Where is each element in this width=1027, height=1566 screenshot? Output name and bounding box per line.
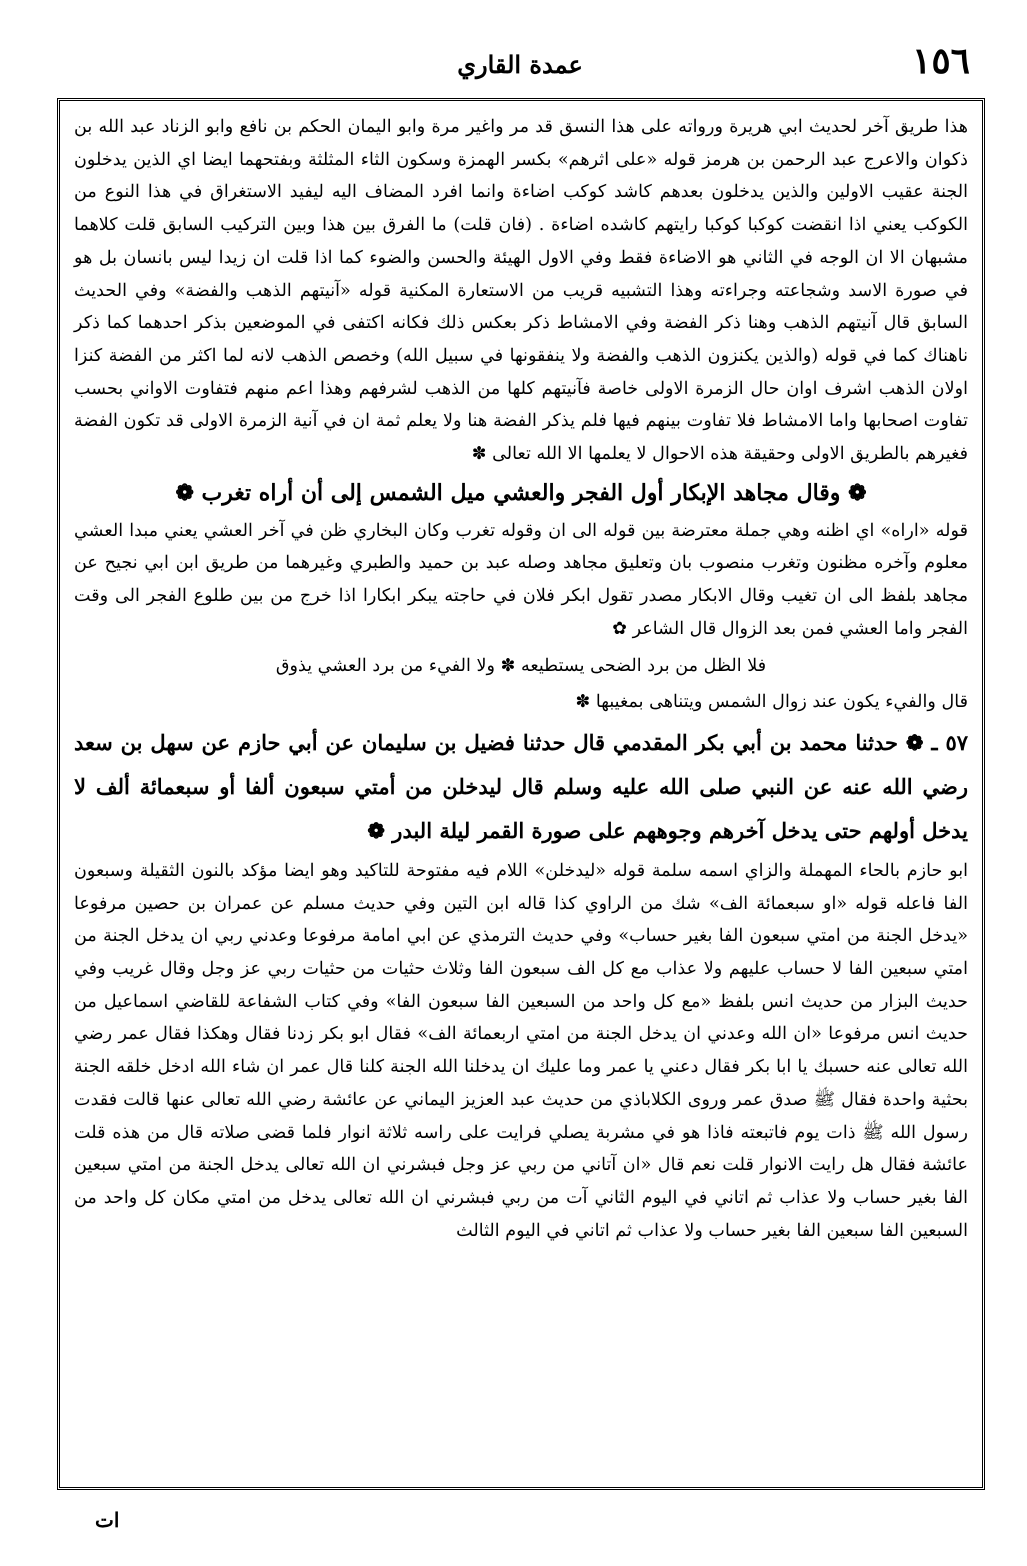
section-heading: ❁ وقال مجاهد الإبكار أول الفجر والعشي ميل الشمس إلى أن أراه تغرب ❁: [175, 479, 867, 506]
text-frame: [57, 98, 985, 1490]
commentary-paragraph-1: هذا طريق آخر لحديث ابي هريرة ورواته على هذا النسق قد مر واغير مرة وابو اليمان الحكم بن نافع وابو الزناد عبد الله بن ذكوان والاعرج عبد الرحمن بن هرمز قوله «على اثرهم» بكسر الهمزة وسكون الثاء المثلثة وبفتحهما ايضا اي الذين يدخلون الجنة عقيب الاولين والذين يدخلون بعدهم كاشد كوكب اضاءة وانما افرد المضاف اليه ليفيد الاستغراق في هذا النوع من الكوكب يعني اذا انقضت كوكبا كوكبا رايتهم كاشده اضاءة . (فان قلت) ما الفرق بين هذا وبين التركيب السابق قلت كلاهما مشبهان الا ان الوجه في الثاني هو الاضاءة فقط وفي الاول الهيئة والحسن والضوء كما اذا قلت ان زيدا ليس بانسان بل هو في صورة الاسد وشجاعته وجراءته وهذا التشبيه قريب من الاستعارة المكنية قوله «آنيتهم الذهب والفضة» وفي الحديث السابق قال آنيتهم الذهب وهنا ذكر الفضة وفي الامشاط ذكر بعكس ذلك فكانه اكتفى في الموضعين بذكر احدهما كما ذكر ناهناك كما في قوله (والذين يكنزون الذهب والفضة ولا ينفقونها في سبيل الله) وخصص الذهب لانه لما اكثر من الفضة كنزا اولان الذهب اشرف اوان حال الزمرة الاولى خاصة فآنيتهم كلها من الذهب لشرفهم وهذا اعم منهم فتفاوت الاواني بحسب تفاوت اصحابها واما الامشاط فلا تفاوت بينهم فيها فلم يذكر الفضة هنا ولا يعلم ثمة ان في آنية الزمرة الاولى قد تكون الفضة فغيرهم بالطريق الاولى وحقيقة هذه الاحوال لا يعلمها الا الله تعالى ✽: [74, 117, 968, 465]
commentary-paragraph-4: ابو حازم بالحاء المهملة والزاي اسمه سلمة قوله «ليدخلن» اللام فيه مفتوحة للتاكيد وهو ايضا مؤكد بالنون الثقيلة وسبعون الفا فاعله قوله «او سبعمائة الف» شك من الراوي كذا قاله ابن التين وفي حديث مسلم عن عمران بن حصين مرفوعا «يدخل الجنة من امتي سبعون الفا بغير حساب» وفي حديث الترمذي عن ابي امامة مرفوعا وعدني ربي ان يدخل الجنة من امتي سبعين الفا لا حساب عليهم ولا عذاب مع كل الف سبعون الفا وثلاث حثيات من حثيات ربي عز وجل وقال غريب وفي حديث البزار من حديث انس بلفظ «مع كل واحد من السبعين الفا سبعون الفا» وفي كتاب الشفاعة للقاضي اسماعيل من حديث انس مرفوعا «ان الله وعدني ان يدخل الجنة من امتي اربعمائة الف» فقال ابو بكر زدنا فقال وهكذا فقال عمر رضي الله تعالى عنه حسبك يا ابا بكر فقال دعني يا عمر وما عليك ان يدخلنا الله الجنة كلنا قال عمر ان شاء الله ادخل خلقه الجنة بحثية واحدة فقال ﷺ صدق عمر وروى الكلاباذي من حديث عبد العزيز اليماني عن عائشة رضي الله تعالى عنها قالت فقدت رسول الله ﷺ ذات يوم فاتبعته فاذا هو في مشربة يصلي فرايت على راسه ثلاثة انوار فلما قضى صلاته قال من هذه قلت عائشة فقال هل رايت الانوار قلت نعم قال «ان آتاني من ربي عز وجل فبشرني ان الله تعالى يدخل الجنة من امتي سبعين الفا بغير حساب ولا عذاب ثم اتاني في اليوم الثاني آت من ربي فبشرني ان الله تعالى يدخل من امتي مكان كل واحد من السبعين الفا سبعين الفا بغير حساب ولا عذاب ثم اتاني في اليوم الثالث: [74, 860, 968, 1241]
running-title: عمدة القاري: [457, 50, 583, 79]
commentary-paragraph-3: قال والفيء يكون عند زوال الشمس ويتناهى بمغيبها ✽: [575, 692, 968, 713]
poem-verse: فلا الظل من برد الضحى يستطيعه ✽ ولا الفيء من برد العشي يذوق: [275, 655, 767, 676]
catchword: ات: [95, 1508, 120, 1532]
page-number: ١٥٦: [911, 40, 970, 82]
page-header: [60, 40, 980, 94]
hadith-57: ٥٧ ـ ❁ حدثنا محمد بن أبي بكر المقدمي قال حدثنا فضيل بن سليمان عن أبي حازم عن سهل بن سعد رضي الله عنه عن النبي صلى الله عليه وسلم قال ليدخلن من أمتي سبعون ألفا أو سبعمائة ألف لا يدخل أولهم حتى يدخل آخرهم وجوههم على صورة القمر ليلة البدر ❁: [74, 729, 968, 843]
commentary-paragraph-2: قوله «اراه» اي اظنه وهي جملة معترضة بين قوله الى ان وقوله تغرب وكان البخاري ظن في آخر العشي يعني مبدا العشي معلوم وآخره مظنون وتغرب منصوب بان وتعليق مجاهد وصله عبد بن حميد والطبري وغيرهما من طريق ابن ابي نجيح عن مجاهد بلفظ الى ان تغيب وقال الابكار مصدر تقول ابكر فلان في حاجته يبكر ابكارا اذا خرج من بين طلوع الفجر الى وقت الفجر واما العشي فمن بعد الزوال قال الشاعر ✿: [74, 520, 968, 639]
